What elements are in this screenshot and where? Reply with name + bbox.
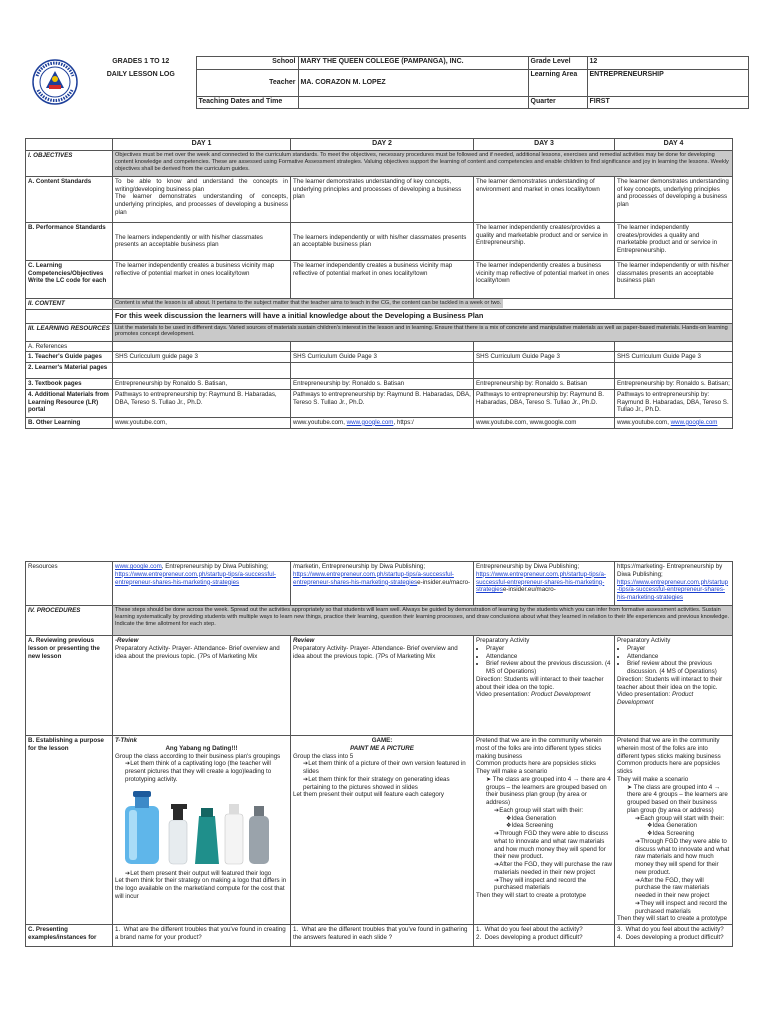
establishing-d1-b2 (115, 870, 288, 878)
competencies-d3: The learner independently creates a business vicinity map reflective of potential market in ones locality/town (474, 260, 615, 298)
establishing-d2-outro: Let them present their output will feature each category (293, 791, 444, 799)
question-text: Does developing a product difficult? (625, 933, 724, 941)
bullet-text: Each group will start with their: (499, 806, 584, 814)
textbook-d2: Entrepreneurship by: Ronaldo s. Batisan (291, 379, 474, 390)
reviewing-d4 (615, 636, 733, 736)
additional-d2: Pathways to entrepreneurship by: Raymund B. Habaradas, DBA, Tereso S. Tullao Jr., Ph.D. (291, 389, 474, 417)
question-number: 1. (476, 926, 482, 933)
bullet-text: They will inspect and record the purchased materials (494, 876, 587, 892)
establishing-d1 (113, 736, 291, 925)
additional-label: 4. Additional Materials from Learning Resource (LR) portal (26, 389, 113, 417)
establishing-d4-p2: Common products here are popsicles sticks (617, 760, 720, 775)
learners-material-d3 (474, 363, 615, 379)
day-header-3: DAY 3 (474, 139, 615, 151)
bullet-text: Idea Screening (652, 830, 695, 837)
establishing-d2-title: PAINT ME A PICTURE (350, 744, 414, 752)
resources-d4-link[interactable]: https://www.entrepreneur.com.ph/startup-tips/a-successful-entrepreneur-shares-his-marketing-strategies (617, 578, 729, 601)
reviewing-d2 (291, 636, 474, 736)
header-spacer (86, 96, 196, 108)
establishing-d1-b1 (115, 760, 288, 783)
competencies-d4: The learner independently or with his/her classmates presents an acceptable business plan (615, 260, 733, 298)
other-learning-d4-a: www.youtube.com, (617, 418, 671, 426)
objectives-label: I. OBJECTIVES (26, 150, 113, 176)
resources-d4 (615, 562, 733, 606)
establishing-d4-idea1 (617, 822, 730, 830)
establishing-d2-b2 (293, 776, 471, 792)
quarter-label: Quarter (528, 96, 587, 108)
content-standards-d3: The learner demonstrates understanding of environment and market in ones locality/town (474, 176, 615, 222)
bullet-text: Idea Generation (511, 814, 556, 822)
header-table (22, 56, 749, 109)
resources-d2 (291, 562, 474, 606)
learners-material-d1 (113, 363, 291, 379)
competencies-d1: The learner independently creates a business vicinity map reflective of potential market in ones locality/town (113, 260, 291, 298)
video-title: Product Development (530, 691, 591, 699)
question-number: 2. (476, 933, 482, 941)
teachers-guide-d1: SHS Curicculum guide page 3 (113, 352, 291, 363)
resources-d1-link2[interactable]: https://www.entrepreneur.com.ph/startup-tips/a-successful-entrepreneur-shares-his-marketing-strategies (115, 570, 276, 586)
establishing-d1-title: Ang Yabang ng Dating!!! (165, 744, 238, 752)
content-standards-d1: To be able to know and understand the concepts in writing/developing business plan The learner demonstrates understanding of concepts, underlying principles, and processes of developing a business plan (113, 176, 291, 222)
dates-value (298, 96, 528, 108)
content-text (113, 298, 733, 309)
other-learning-d3: www.youtube.com, www.google.com (474, 417, 615, 428)
content-standards-d2: The learner demonstrates understanding of key concepts, underlying principles and processes of developing a business plan (291, 176, 474, 222)
question-text: What do you feel about the activity? (625, 926, 724, 933)
resources-d1-link1[interactable]: www.google.com (115, 563, 162, 570)
resources-label: Resources (26, 562, 113, 606)
banner-blank (26, 309, 113, 323)
other-learning-d2-b: , https:/ (393, 418, 414, 426)
resources-d3 (474, 562, 615, 606)
presenting-label: C. Presenting examples/instances for (26, 925, 113, 947)
reviewing-d2-title: Review (293, 637, 315, 644)
reviewing-d1-text: Preparatory Activity- Prayer- Attendance- Brief overview and idea about the previous topic. (7Ps of Marketing Mix (115, 644, 280, 660)
other-learning-d2-a: www.youtube.com, (293, 418, 347, 426)
establishing-d3-p2: Common products here are popsicles sticks (476, 760, 597, 768)
triangle-icon: ➤ (627, 783, 634, 791)
question-text: What are the different troubles that you've found in creating a brand name for your product? (115, 926, 286, 941)
header-title-line1: GRADES 1 TO 12 (112, 57, 170, 65)
list-item: • Prayer (627, 645, 730, 653)
performance-standards-d1: The learners independently or with his/her classmates presents an acceptable business plan (113, 222, 291, 260)
area-label: Learning Area (528, 70, 587, 96)
textbook-d3: Entrepreneurship by: Ronaldo s. Batisan (474, 379, 615, 390)
references-d2 (291, 341, 474, 352)
bullet-text: Through FGD they were able to discuss what to innovate and what raw materials and how much money they will spend for their new product. (635, 837, 730, 876)
day-header-4: DAY 4 (615, 139, 733, 151)
reviewing-d3-list (476, 645, 612, 676)
bullet-text: They will inspect and record the purchased materials (635, 899, 728, 915)
video-label: Video presentation: (617, 691, 672, 699)
triangle-icon: ➤ (486, 775, 493, 783)
question-text: Does developing a product difficult? (484, 933, 583, 941)
establishing-label: B. Establishing a purpose for the lesson (26, 736, 113, 925)
establishing-d4-end: Then they will start to create a prototype (617, 915, 728, 923)
establishing-d4 (615, 736, 733, 925)
establishing-d4-idea2 (617, 830, 730, 838)
learning-resources-text: List the materials to be used in different days. Varied sources of materials sustain children's interest in the lesson and in learning. Ensure that there is a mix of concrete and manipulative materials as well as paper-based materials. Hands-on learning promotes concept development. (113, 323, 733, 341)
list-item: • Attendance (486, 653, 612, 661)
performance-standards-label: B. Performance Standards (26, 222, 113, 260)
list-item: • Brief review about the previous discussion. (4 MS of Operations) (486, 660, 612, 676)
question-number: 3. (617, 926, 623, 933)
content-banner: For this week discussion the learners will have a initial knowledge about the Developing a Business Plan (113, 309, 733, 323)
bullet-text: After the FGD, they will purchase the raw materials needed in their new project (635, 876, 710, 899)
other-learning-d4 (615, 417, 733, 428)
other-learning-label: B. Other Learning (26, 417, 113, 428)
grade-value: 12 (587, 57, 748, 70)
establishing-d4-a3 (617, 838, 730, 877)
teachers-guide-d4: SHS Curriculum Guide Page 3 (615, 352, 733, 363)
establishing-d3-idea1 (476, 815, 612, 823)
competencies-d2: The learner independently creates a business vicinity map reflective of potential market in ones locality/town (291, 260, 474, 298)
establishing-d1-outro: Let them think for their strategy on making a logo that differs in the logo available on the market/and compute for the cost that will incur (115, 877, 287, 900)
teacher-value: MA. CORAZON M. LOPEZ (298, 70, 528, 96)
resources-d4-text1: https://marketing- Entrepreneurship by Diwa Publishing; (617, 563, 723, 578)
list-item: • Brief review about the previous discussion. (4 MS of Operations) (627, 660, 730, 676)
video-label: Video presentation: (476, 691, 531, 699)
header-title-line2: DAILY LESSON LOG (106, 70, 175, 78)
reviewing-label: A. Reviewing previous lesson or presenting the new lesson (26, 636, 113, 736)
teacher-label: Teacher (196, 70, 298, 96)
school-label: School (196, 57, 298, 70)
resources-d2-text2: e-insider.eu/macro- (417, 578, 471, 586)
reviewing-d1-title: -Review (115, 637, 139, 644)
deped-seal (22, 57, 86, 109)
day-header-1: DAY 1 (113, 139, 291, 151)
lesson-table-lower (25, 561, 733, 947)
resources-d1 (113, 562, 291, 606)
performance-standards-d4: The learner independently creates/provides a quality and marketable product and or service in Entrepreneurship. (615, 222, 733, 260)
procedures-label: IV. PROCEDURES (26, 606, 113, 636)
establishing-d4-a1 (617, 784, 730, 815)
learners-material-d2 (291, 363, 474, 379)
resources-d1-text: , Entrepreneurship by Diwa Publishing; (161, 563, 269, 570)
question-text: What do you feel about the activity? (484, 926, 583, 933)
establishing-d2 (291, 736, 474, 925)
resources-d3-text2: e-insider.eu/macro- (502, 586, 556, 594)
resources-d2-link[interactable]: https://www.entrepreneur.com.ph/startup-tips/a-successful-entrepreneur-shares-his-marketing-strategies (293, 570, 454, 586)
establishing-d2-b1 (293, 760, 471, 776)
establishing-d3-a4 (476, 861, 612, 877)
reviewing-d4-list (617, 645, 730, 676)
day-header-blank (26, 139, 113, 151)
bottles-image (115, 786, 285, 868)
establishing-d2-game: GAME: (371, 737, 393, 744)
bullet-text: Let them think of a picture of their own version featured in slides (303, 760, 466, 775)
presenting-d3 (474, 925, 615, 947)
textbook-d1: Entrepreneurship by Ronaldo S. Batisan, (113, 379, 291, 390)
area-value: ENTREPRENEURSHIP (587, 70, 748, 96)
references-d1 (113, 341, 291, 352)
bullet-text: Let them think for their strategy on generating ideas pertaining to the pictures showed in slides (303, 775, 450, 791)
content-label: II. CONTENT (26, 298, 113, 309)
other-learning-d2 (291, 417, 474, 428)
additional-d3: Pathways to entrepreneurship by: Raymund B. Habaradas, DBA, Tereso S. Tullao Jr., Ph.D. (474, 389, 615, 417)
reviewing-d4-title: Preparatory Activity (617, 637, 671, 644)
establishing-d3-a3 (476, 830, 612, 861)
establishing-d4-a2 (617, 815, 730, 823)
establishing-d4-a4 (617, 877, 730, 900)
establishing-d3-idea2 (476, 822, 612, 830)
resources-d2-text1: /marketin, Entrepreneurship by Diwa Publishing; (293, 563, 426, 570)
establishing-d3 (474, 736, 615, 925)
bullet-text: Let them think of a captivating logo (the teacher will present pictures that they will create a logo)leading to prototyping activity. (125, 760, 272, 783)
establishing-d3-p3: They will make a scenario (476, 768, 548, 775)
video-title: Product Development (617, 691, 694, 706)
establishing-d3-p1: Pretend that we are in the community wherein most of the folks are into different types sticks making business (476, 737, 602, 760)
teachers-guide-d3: SHS Curriculum Guide Page 3 (474, 352, 615, 363)
additional-d4: Pathways to entrepreneurship by: Raymund B. Habaradas, DBA, Tereso S. Tullao Jr., Ph.D. (615, 389, 733, 417)
question-number: 4. (617, 933, 623, 941)
list-item: • Attendance (627, 653, 730, 661)
competencies-label: C. Learning Competencies/Objectives Write the LC code for each (26, 260, 113, 298)
question-number: 1. (293, 926, 299, 933)
content-standards-d4: The learner demonstrates understanding of key concepts, underlying principles and processes of developing a business plan (615, 176, 733, 222)
establishing-d1-intro: Group the class according to their business plan's groupings (115, 752, 281, 760)
performance-standards-d3: The learner independently creates/provides a quality and marketable product and or service in Entrepreneurship. (474, 222, 615, 260)
teachers-guide-label: 1. Teacher's Guide pages (26, 352, 113, 363)
quarter-value: FIRST (587, 96, 748, 108)
bullet-text: Through FGD they were able to discuss what to innovate and what raw materials and how much money they will spend for their new product. (494, 830, 609, 861)
teachers-guide-d2: SHS Curriculum Guide Page 3 (291, 352, 474, 363)
reviewing-d4-direction: Direction: Students will interact to their teacher about their idea on the topic. (617, 675, 723, 691)
establishing-d2-intro: Group the class into 5 (293, 752, 354, 760)
reviewing-d1 (113, 636, 291, 736)
reviewing-d3 (474, 636, 615, 736)
procedures-text: These steps should be done across the week. Spread out the activities appropriately so that students will learn well. Always be guided by demonstration of learning by the students which you can infer from formative assessment activities. Sustain learning systematically by providing students with multiple ways to learn new things, practice their learning, question their learning processes, and draw conclusions about what they learned in relation to their life experiences and previous knowledge. Indicate the time allotment for each step. (113, 606, 733, 636)
resources-d3-text1: Entrepreneurship by Diwa Publishing; (476, 563, 580, 570)
establishing-d3-a5 (476, 877, 612, 893)
references-d3 (474, 341, 615, 352)
reviewing-d4-video (617, 691, 730, 707)
establishing-d3-end: Then they will start to create a prototype (476, 892, 587, 899)
learning-resources-label: III. LEARNING RESOURCES (26, 323, 113, 341)
resources-d3-link[interactable]: https://www.entrepreneur.com.ph/startup-tips/a-successful-entrepreneur-shares-his-marketing-strategies (476, 570, 606, 594)
additional-d1: Pathways to entrepreneurship by: Raymund B. Habaradas, DBA, Tereso S. Tullao Jr., Ph.D. (113, 389, 291, 417)
reviewing-d3-video (476, 691, 612, 699)
question-number: 1. (115, 926, 121, 933)
learners-material-label: 2. Learner's Material pages (26, 363, 113, 379)
presenting-d4 (615, 925, 733, 947)
dates-label: Teaching Dates and Time (196, 96, 298, 108)
content-standards-label: A. Content Standards (26, 176, 113, 222)
bullet-text: Let them present their output will featured their logo (130, 869, 272, 877)
textbook-label: 3. Textbook pages (26, 379, 113, 390)
establishing-d3-a2 (476, 807, 612, 815)
establishing-d4-p1: Pretend that we are in the community wherein most of the folks are into different types sticks making business (617, 737, 721, 760)
references-label: A. References (26, 341, 113, 352)
presenting-d2 (291, 925, 474, 947)
learners-material-d4 (615, 363, 733, 379)
textbook-d4: Entrepreneurship by: Ronaldo s. Batisan; (615, 379, 733, 390)
reviewing-d3-title: Preparatory Activity (476, 637, 530, 644)
establishing-d1-think: T-Think (115, 737, 137, 744)
reviewing-d2-text: Preparatory Activity- Prayer- Attendance- Brief overview and idea about the previous topic. (7Ps of Marketing Mix (293, 644, 458, 660)
bullet-text: The class are grouped into 4 → there are 4 groups – the learners are grouped based on their business plan group (by area or address) (627, 783, 728, 814)
list-item: • Prayer (486, 645, 612, 653)
establishing-d4-p3: They will make a scenario (617, 775, 689, 783)
other-learning-d2-link[interactable]: www.google.com (346, 418, 394, 426)
bullet-text: After the FGD, they will purchase the raw materials needed in their new project (494, 861, 612, 876)
other-learning-d1: www.youtube.com, (113, 417, 291, 428)
bullet-text: Each group will start with their: (640, 814, 725, 822)
other-learning-d4-link[interactable]: www.google.com (670, 418, 718, 426)
establishing-d3-a1 (476, 776, 612, 807)
presenting-d1 (113, 925, 291, 947)
bullet-text: The class are grouped into 4 → there are 4 groups – the learners are grouped based on their business plan group (by area or address) (486, 775, 611, 806)
establishing-d4-a5 (617, 900, 730, 916)
content-text-highlight: Content is what the lesson is all about. It pertains to the subject matter that the teacher aims to teach in the CG, the content can be tackled in a week or two. (115, 299, 502, 306)
reviewing-d3-direction: Direction: Students will interact to their teacher about their idea on the topic. (476, 675, 604, 691)
objectives-text: Objectives must be met over the week and connected to the curriculum standards. To meet the objectives, necessary procedures must be followed and if needed, additional lessons, exercises and remedial activities may be done for developing content knowledge and competencies. These are assessed using Formative Assessment strategies. Valuing objectives support the learning of content and competencies and enable children to find significance and joy in learning the lessons. Weekly objectives shall be derived from the curriculum guides. (113, 150, 733, 176)
day-header-2: DAY 2 (291, 139, 474, 151)
deped-seal-icon (32, 59, 78, 105)
references-d4 (615, 341, 733, 352)
performance-standards-d2: The learners independently or with his/her classmates presents an acceptable business plan (291, 222, 474, 260)
grade-label: Grade Level (528, 57, 587, 70)
bullet-text: Idea Screening (511, 822, 554, 830)
lesson-table-upper (25, 138, 733, 429)
school-value: MARY THE QUEEN COLLEGE (PAMPANGA), INC. (298, 57, 528, 70)
bullet-text: Idea Generation (652, 822, 697, 830)
question-text: What are the different troubles that you've found in gathering the answers featured in each slide ? (293, 926, 468, 941)
